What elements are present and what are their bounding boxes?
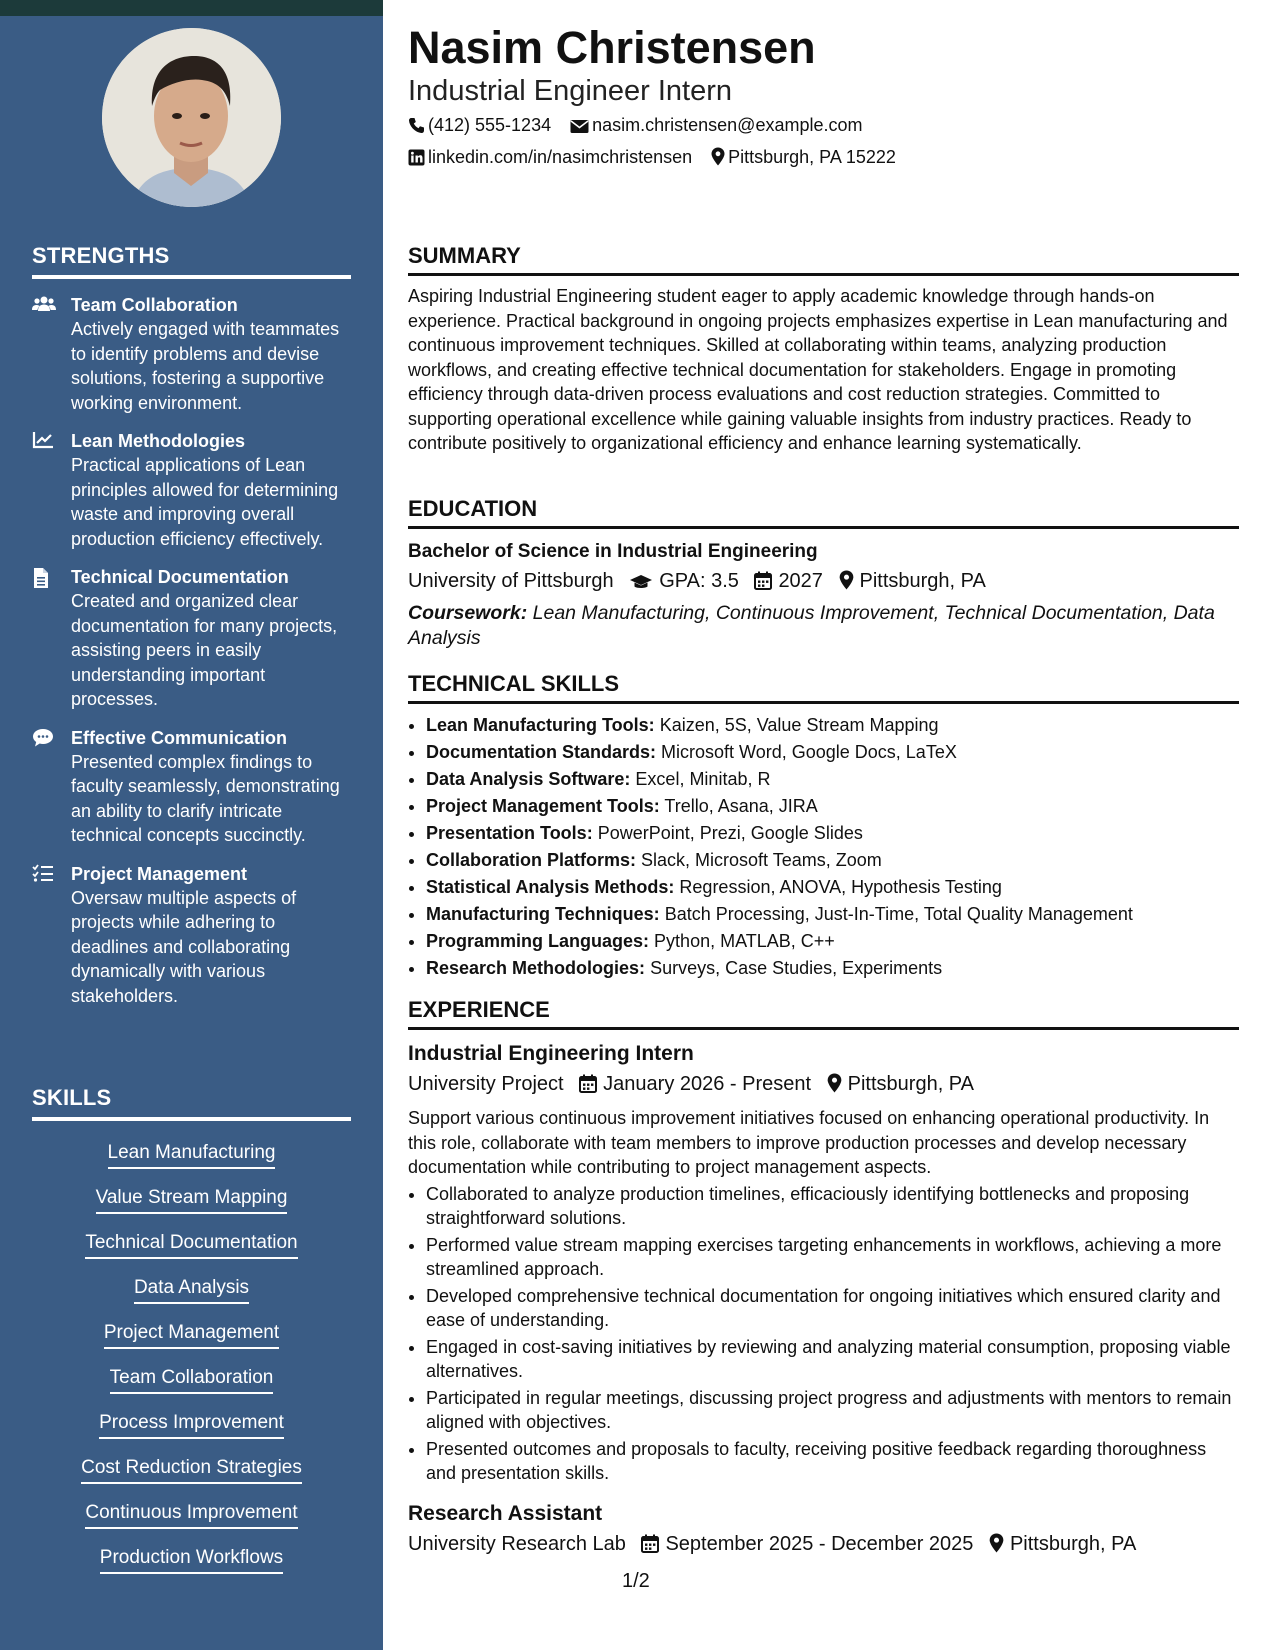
skill-values: Slack, Microsoft Teams, Zoom (641, 850, 882, 870)
job-title: Research Assistant (408, 1501, 603, 1525)
strength-item (32, 565, 351, 712)
job-location: Pittsburgh, PA (847, 1073, 974, 1095)
email-address[interactable]: nasim.christensen@example.com (592, 115, 863, 135)
sidebar-top-band (0, 0, 383, 16)
strength-item (32, 862, 351, 1009)
list-item: • Performed value stream mapping exercises targeting enhancements in workflows, achieving a more streamlined approach. (426, 1233, 1239, 1282)
contact-row (408, 113, 877, 137)
skill-tag: Technical Documentation (85, 1232, 297, 1259)
skill-tag: Project Management (104, 1322, 279, 1349)
list-item: • Participated in regular meetings, discussing project progress and adjustments with mentors to remain aligned with objectives. (426, 1386, 1239, 1435)
job-bullets (408, 1182, 1239, 1486)
strength-description: Actively engaged with teammates to identify problems and devise solutions, fostering a supportive working environment. (71, 319, 340, 413)
strength-description: Oversaw multiple aspects of projects while adhering to deadlines and collaborating dynamically with various stakeholders. (71, 887, 297, 1006)
phone-contact (408, 113, 551, 137)
skill-values: Python, MATLAB, C++ (654, 931, 835, 951)
skill-values: PowerPoint, Prezi, Google Slides (597, 823, 863, 843)
strength-title: Project Management (71, 863, 248, 884)
school-name: University of Pittsburgh (408, 570, 614, 592)
skill-values: Surveys, Case Studies, Experiments (650, 958, 943, 978)
strength-item (32, 726, 351, 848)
document-icon (32, 567, 56, 587)
users-icon (32, 295, 56, 315)
skill-tag: Lean Manufacturing (108, 1142, 276, 1169)
experience-section (408, 996, 1239, 1558)
chart-line-icon (32, 431, 56, 451)
education-heading: EDUCATION (408, 495, 1239, 529)
list-item (426, 712, 1239, 739)
phone-number: (412) 555-1234 (428, 115, 552, 135)
skill-tag: Process Improvement (99, 1412, 284, 1439)
list-item: • Collaborated to analyze production timelines, efficaciously identifying bottlenecks and proposing straightforward solutions. (426, 1182, 1239, 1231)
skill-category: Programming Languages: (426, 931, 650, 951)
list-item (426, 820, 1239, 847)
map-pin-icon (989, 1533, 1004, 1553)
skill-category: Documentation Standards: (426, 742, 657, 762)
job-dates: September 2025 - December 2025 (665, 1532, 974, 1555)
strength-title: Technical Documentation (71, 567, 289, 587)
skill-values: Trello, Asana, JIRA (664, 796, 818, 816)
skill-tag: Data Analysis (134, 1277, 249, 1304)
skill-category: Statistical Analysis Methods: (426, 877, 675, 897)
strength-description: Presented complex findings to faculty seamlessly, demonstrating an ability to clarify intricate technical concepts succinctly. (71, 751, 340, 845)
task-list-icon (32, 864, 56, 884)
location-text: Pittsburgh, PA 15222 (728, 147, 896, 167)
list-item (426, 766, 1239, 793)
skill-category: Manufacturing Techniques: (426, 904, 660, 924)
coursework-label: Coursework: (408, 602, 528, 624)
comment-icon (32, 728, 56, 748)
job-intro: Support various continuous improvement initiatives focused on enhancing operational productivity. In this role, collaborate with team members to improve production processes and develop necessary documentation while contributing to project management aspects. (408, 1108, 1210, 1177)
education-meta (408, 567, 1239, 595)
skill-category: Project Management Tools: (426, 796, 660, 816)
list-item (426, 739, 1239, 766)
technical-skills-section (408, 670, 1239, 982)
envelope-icon (570, 119, 589, 134)
skill-category: Presentation Tools: (426, 823, 593, 843)
calendar-icon (579, 1074, 597, 1093)
skills-list (32, 1131, 351, 1581)
summary-section (408, 242, 1239, 456)
map-pin-icon (827, 1073, 842, 1093)
technical-skills-heading: TECHNICAL SKILLS (408, 670, 1239, 704)
job-meta (408, 1070, 1239, 1098)
page-indicator: 1/2 (622, 1570, 650, 1592)
calendar-icon (641, 1534, 659, 1553)
skill-category: Research Methodologies: (426, 958, 646, 978)
graduation-cap-icon (629, 574, 653, 590)
list-item (426, 928, 1239, 955)
skills-section (32, 1085, 351, 1581)
list-item: • Developed comprehensive technical documentation for ongoing initiatives which ensured clarity and ease of understanding. (426, 1284, 1239, 1333)
coursework-list: Lean Manufacturing, Continuous Improvement, Technical Documentation, Data Analysis (408, 602, 1215, 649)
map-pin-icon (711, 147, 725, 166)
strength-description: Practical applications of Lean principles allowed for determining waste and improving overall production efficiency effectively. (71, 455, 339, 549)
linkedin-icon (408, 149, 425, 166)
skill-values: Microsoft Word, Google Docs, LaTeX (661, 742, 957, 762)
candidate-name: Nasim Christensen (408, 22, 816, 73)
list-item (426, 793, 1239, 820)
education-location: Pittsburgh, PA (859, 570, 986, 592)
calendar-icon (754, 571, 772, 590)
graduation-year: 2027 (778, 570, 823, 592)
summary-text: Aspiring Industrial Engineering student eager to apply academic knowledge through hands-on experience. Practical background in ongoing projects emphasizes expertise in Lean manufacturing and continuous improvement techniques. Skilled at collaborating within teams, analyzing production workflows, and creating effective technical documentation for stakeholders. Engage in promoting efficiency through data-driven process evaluations and cost reduction strategies. Committed to supporting operational excellence while gaining valuable insights from industry practices. Ready to contribute positively to organizational efficiency and enhance learning systematically. (408, 286, 1228, 453)
job-location: Pittsburgh, PA (1009, 1532, 1137, 1555)
degree-title: Bachelor of Science in Industrial Engineering (408, 541, 818, 562)
education-section (408, 495, 1239, 650)
job-meta (408, 1530, 1239, 1558)
skill-tag: Team Collaboration (110, 1367, 274, 1394)
gpa: GPA: 3.5 (659, 570, 739, 592)
strength-item (32, 293, 351, 415)
skill-tag: Continuous Improvement (85, 1502, 297, 1529)
strength-title: Effective Communication (71, 727, 288, 748)
map-pin-icon (839, 570, 854, 590)
list-item: • Presented outcomes and proposals to faculty, receiving positive feedback regarding thoroughness and presentation skills. (426, 1437, 1239, 1486)
candidate-role: Industrial Engineer Intern (408, 75, 733, 107)
skill-values: Kaizen, 5S, Value Stream Mapping (659, 715, 939, 735)
phone-icon (408, 117, 425, 134)
location-contact (711, 145, 896, 169)
list-item (426, 955, 1239, 982)
strength-description: Created and organized clear documentation for many projects, assisting peers in easily understanding important processes. (71, 591, 338, 709)
list-item (426, 901, 1239, 928)
list-item (426, 874, 1239, 901)
skill-values: Regression, ANOVA, Hypothesis Testing (679, 877, 1002, 897)
strength-title: Team Collaboration (71, 295, 238, 315)
skill-tag: Cost Reduction Strategies (81, 1457, 302, 1484)
strengths-section (32, 243, 351, 1008)
email-contact[interactable] (570, 113, 862, 137)
skill-tag: Production Workflows (100, 1547, 283, 1574)
technical-skills-list (408, 712, 1239, 982)
job-organization: University Research Lab (408, 1532, 626, 1555)
skill-category: Lean Manufacturing Tools: (426, 715, 655, 735)
strengths-heading: STRENGTHS (32, 243, 351, 279)
strength-item (32, 429, 351, 551)
skills-heading: SKILLS (32, 1085, 351, 1121)
linkedin-url[interactable]: linkedin.com/in/nasimchristensen (428, 147, 693, 167)
experience-heading: EXPERIENCE (408, 996, 1239, 1030)
job-title: Industrial Engineering Intern (408, 1042, 694, 1065)
list-item: • Engaged in cost-saving initiatives by reviewing and analyzing material consumption, proposing viable alternatives. (426, 1335, 1239, 1384)
coursework (408, 601, 1239, 650)
skill-values: Excel, Minitab, R (635, 769, 771, 789)
strength-title: Lean Methodologies (71, 431, 246, 451)
list-item (426, 847, 1239, 874)
job-organization: University Project (408, 1073, 564, 1095)
job-dates: January 2026 - Present (603, 1073, 812, 1095)
skill-tag: Value Stream Mapping (96, 1187, 288, 1214)
sidebar (0, 16, 383, 1650)
linkedin-contact[interactable] (408, 145, 692, 169)
skill-category: Collaboration Platforms: (426, 850, 637, 870)
contact-row-2 (408, 145, 910, 169)
skill-values: Batch Processing, Just-In-Time, Total Quality Management (664, 904, 1133, 924)
skill-category: Data Analysis Software: (426, 769, 631, 789)
summary-heading: SUMMARY (408, 242, 1239, 276)
avatar (102, 28, 281, 207)
